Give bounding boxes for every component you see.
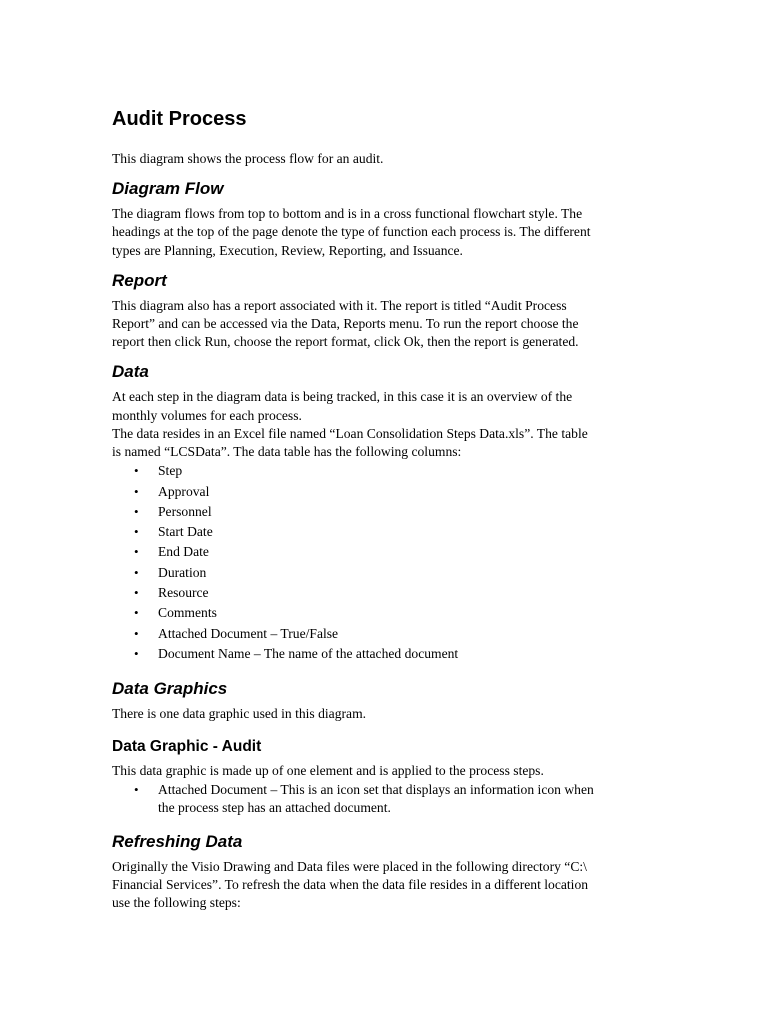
- list-item: [112, 563, 657, 583]
- heading-data: Data: [112, 362, 149, 382]
- list-item-line: the process step has an attached document.: [158, 799, 391, 815]
- text-line: use the following steps:: [112, 895, 241, 911]
- bullet-icon: •: [134, 503, 139, 519]
- paragraph-refreshing-data: [112, 858, 657, 913]
- list-item-label: Personnel: [158, 503, 212, 519]
- bullet-icon: •: [134, 781, 139, 797]
- text-line: The data resides in an Excel file named “Loan Consolidation Steps Data.xls”. The table: [112, 425, 588, 441]
- list-item: [112, 603, 657, 623]
- list-item-line: Attached Document – This is an icon set that displays an information icon when: [158, 781, 594, 797]
- text-line: At each step in the diagram data is being tracked, in this case it is an overview of the: [112, 389, 573, 405]
- list-item-label: Attached Document – True/False: [158, 625, 339, 641]
- paragraph-diagram-flow: [112, 205, 657, 260]
- heading-report: Report: [112, 270, 167, 290]
- list-item: [112, 644, 657, 664]
- text-line: There is one data graphic used in this diagram.: [112, 706, 367, 722]
- document-title: Audit Process: [112, 108, 247, 130]
- paragraph-data-graphic-audit: [112, 762, 657, 780]
- list-item-label: End Date: [158, 544, 209, 560]
- bullet-icon: •: [134, 524, 139, 540]
- heading-refreshing-data: Refreshing Data: [112, 832, 243, 852]
- text-line: Originally the Visio Drawing and Data files were placed in the following directory “C:\: [112, 859, 587, 875]
- list-item: [112, 624, 657, 644]
- list-item: [112, 542, 657, 562]
- data-graphic-elements-list: [112, 781, 657, 817]
- text-line: is named “LCSData”. The data table has the following columns:: [112, 444, 462, 460]
- paragraph-data: [112, 388, 657, 461]
- paragraph-report: [112, 297, 657, 352]
- document-page: [112, 104, 657, 913]
- text-line: This data graphic is made up of one element and is applied to the process steps.: [112, 763, 544, 779]
- bullet-icon: •: [134, 585, 139, 601]
- list-item-label: Duration: [158, 564, 207, 580]
- text-line: This diagram also has a report associated with it. The report is titled “Audit Process: [112, 297, 567, 313]
- list-item-label: Comments: [158, 605, 217, 621]
- paragraph-data-graphics: [112, 705, 657, 723]
- list-item: [112, 502, 657, 522]
- bullet-icon: •: [134, 645, 139, 661]
- data-columns-list: [112, 461, 657, 664]
- list-item-label: Start Date: [158, 524, 213, 540]
- text-line: report then click Run, choose the report format, click Ok, then the report is generated.: [112, 334, 579, 350]
- bullet-icon: •: [134, 625, 139, 641]
- heading-data-graphic-audit: Data Graphic - Audit: [112, 738, 262, 756]
- heading-diagram-flow: Diagram Flow: [112, 179, 224, 199]
- list-item: [112, 482, 657, 502]
- heading-data-graphics: Data Graphics: [112, 679, 228, 699]
- bullet-icon: •: [134, 544, 139, 560]
- text-line: The diagram flows from top to bottom and is in a cross functional flowchart style. The: [112, 206, 583, 222]
- bullet-icon: •: [134, 463, 139, 479]
- text-line: Report” and can be accessed via the Data, Reports menu. To run the report choose the: [112, 316, 579, 332]
- list-item-label: Document Name – The name of the attached document: [158, 645, 459, 661]
- bullet-icon: •: [134, 564, 139, 580]
- text-line: Financial Services”. To refresh the data when the data file resides in a different location: [112, 877, 589, 893]
- list-item: [112, 583, 657, 603]
- list-item-label: Resource: [158, 585, 209, 601]
- list-item: [112, 522, 657, 542]
- bullet-icon: •: [134, 483, 139, 499]
- text-line: monthly volumes for each process.: [112, 407, 302, 423]
- text-line: headings at the top of the page denote the type of function each process is. The different: [112, 224, 591, 240]
- list-item-label: Approval: [158, 483, 210, 499]
- intro-paragraph: This diagram shows the process flow for an audit.: [112, 151, 384, 166]
- list-item-label: Step: [158, 463, 183, 479]
- list-item: [112, 781, 657, 817]
- list-item: [112, 461, 657, 481]
- bullet-icon: •: [134, 605, 139, 621]
- text-line: types are Planning, Execution, Review, Reporting, and Issuance.: [112, 242, 463, 258]
